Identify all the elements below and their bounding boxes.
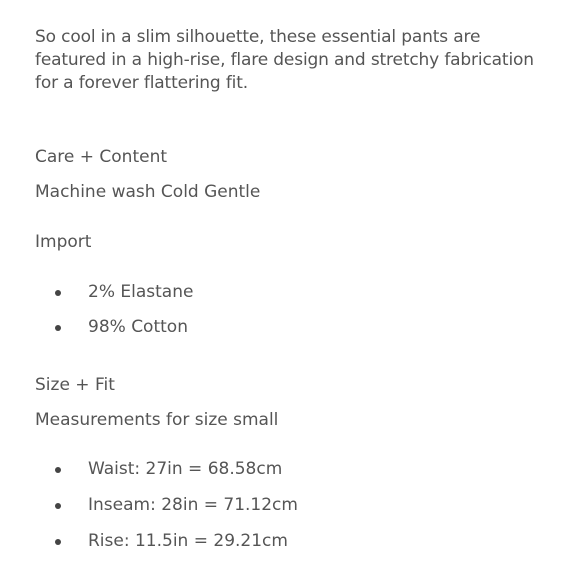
- measurement-text: Inseam: 28in = 71.12cm: [88, 495, 298, 515]
- material-text: 98% Cotton: [88, 317, 188, 337]
- description-line: So cool in a slim silhouette, these essential pants are: [35, 27, 481, 47]
- size-fit-heading: Size + Fit: [35, 375, 115, 395]
- measurements-list: [35, 458, 550, 553]
- bullet-icon: [55, 503, 61, 509]
- bullet-icon: [55, 290, 61, 296]
- material-text: 2% Elastane: [88, 282, 194, 302]
- origin-text: Import: [35, 232, 92, 252]
- materials-list: [35, 281, 550, 339]
- description-line: for a forever flattering fit.: [35, 73, 248, 93]
- list-item: [35, 530, 550, 553]
- bullet-icon: [55, 467, 61, 473]
- measurements-subheading: Measurements for size small: [35, 410, 279, 430]
- product-description: [35, 26, 550, 95]
- care-content-heading: Care + Content: [35, 147, 168, 167]
- list-item: [35, 281, 550, 304]
- measurement-text: Waist: 27in = 68.58cm: [88, 459, 283, 479]
- care-instructions: Machine wash Cold Gentle: [35, 182, 261, 202]
- description-line: featured in a high-rise, flare design and stretchy fabrication: [35, 50, 534, 70]
- measurement-text: Rise: 11.5in = 29.21cm: [88, 531, 288, 551]
- list-item: [35, 458, 550, 481]
- list-item: [35, 494, 550, 517]
- bullet-icon: [55, 539, 61, 545]
- bullet-icon: [55, 325, 61, 331]
- list-item: [35, 316, 550, 339]
